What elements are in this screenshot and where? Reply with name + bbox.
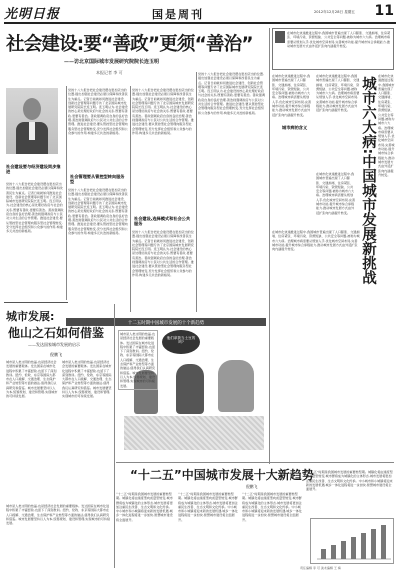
top-story-body-col3: 党的十八大报告把社会建设摆在更加突出的位置,提出加强社会建设必须以保障和改善民生为重点。记者日前就如何推进社会建设、创新社会管理等问题专访了北京国际城市发展研究院院长连玉明。连玉明认为,社会建设的核心是处理好政府与社会的关系,既要有善政,更要有善治。善政强调政府自身的良好治理,善治则强调政府与公民对公共生活的合作管理。推进社会建设,要从管控型社会管理向服务型社会管理转变,充分发挥社会组织和公众参与的作用,构建多元共治的新格局。 [132,88,194,135]
cartoon-caption: 他们拿我当土豆的吗? [166,336,196,345]
subhead-3: 社会建设,选择模式和社会公共服务 [134,216,191,227]
right-story-col1: 在城市化快速推进过程中,我国城市普遍出现了人口膨胀、交通拥堵、住房紧张、环境污染、资源短缺、公共安全等问题,被称为城市六大病。治理城市病需要从规划入手,优化城市空间布局,完善城市功能,提升城市综合承载能力,推动城市发展方式由外延扩张向内涵提升转变。 [272,74,312,117]
divider-v3 [196,72,197,312]
top-story-body-col1: 党的十八大报告把社会建设摆在更加突出的位置,提出加强社会建设必须以保障和改善民生为重点。记者日前就如何推进社会建设、创新社会管理等问题专访了北京国际城市发展研究院院长连玉明。连玉明认为,社会建设的核心是处理好政府与社会的关系,既要有善政,更要有善治。善政强调政府自身的良好治理,善治则强调政府与公民对公共生活的合作管理。推进社会建设,要从管控型社会管理向服务型社会管理转变,充分发挥社会组织和公众参与的作用,构建多元共治的新格局。 [6,182,64,234]
masthead [4,2,396,24]
divider-v4 [269,28,270,464]
cartoon-side-text: 城市是人类文明的结晶,也是经济社会发展的重要载体。发达国家在城市化进程中积累了丰富经验,也留下了深刻教训。纽约、伦敦、东京等国际大都市在人口疏解、交通治理、生态保护和产业转型等方面的做法,值得我们认真研究和借鉴。城市发展要坚持以人为本,统筹规划、建设和管理,实现城市的可持续发展。 [118,330,158,390]
bottom-story-body-col4: “十二五”时期是我国城市发展的重要转型期。城镇化将由速度型向质量型转变,城市群将成为城镇化的主体形态,城市发展将更加注重民生改善、生态文明和文化传承。中小城市和小城镇将迎来新的发展机遇,城乡一体化进程将进一步加快,智慧城市建设将全面展开。 [306,470,393,492]
masthead-rule [4,22,396,24]
newspaper-logo: 光明日报 [4,7,61,22]
bar-graphic-icon [311,519,395,565]
banner-text: 十二五时期中国城市发展的十个新趋势 [127,320,205,326]
top-story-body-col4: 党的十八大报告把社会建设摆在更加突出的位置,提出加强社会建设必须以保障和改善民生为重点。记者日前就如何推进社会建设、创新社会管理等问题专访了北京国际城市发展研究院院长连玉明。连玉明认为,社会建设的核心是处理好政府与社会的关系,既要有善政,更要有善治。善政强调政府自身的良好治理,善治则强调政府与公民对公共生活的合作管理。推进社会建设,要从管控型社会管理向服务型社会管理转变,充分发挥社会组织和公众参与的作用,构建多元共治的新格局。 [198,72,265,115]
right-story-col2: 在城市化快速推进过程中,我国城市普遍出现了人口膨胀、交通拥堵、住房紧张、环境污染、资源短缺、公共安全等问题,被称为城市六大病。治理城市病需要从规划入手,优化城市空间布局,完善城市功能,提升城市综合承载能力,推动城市发展方式由外延扩张向内涵提升转变。 [316,74,360,113]
right-box-badge [275,31,285,43]
left-story-subtitle: ——发达国家城市发展的启示 [28,342,80,347]
date-line: 2012年12月28日 星期五 [314,10,355,14]
divider-v1 [66,86,67,300]
left-story-rule [4,302,68,303]
right-box-text: 在城市化快速推进过程中,我国城市普遍出现了人口膨胀、交通拥堵、住房紧张、环境污染、资源短缺、公共安全等问题,被称为城市六大病。治理城市病需要从规划入手,优化城市空间布局,完善城市功能,提升城市综合承载能力,推动城市发展方式由外延扩张向内涵提升转变。 [287,31,391,48]
bottom-story-body-col1: “十二五”时期是我国城市发展的重要转型期。城镇化将由速度型向质量型转变,城市群将成为城镇化的主体形态,城市发展将更加注重民生改善、生态文明和文化传承。中小城市和小城镇将迎来新的发展机遇,城乡一体化进程将进一步加快,智慧城市建设将全面展开。 [116,492,173,522]
right-box [272,28,394,70]
left-story-body-col3: 城市是人类文明的结晶,也是经济社会发展的重要载体。发达国家在城市化进程中积累了丰富经验,也留下了深刻教训。纽约、伦敦、东京等国际大都市在人口疏解、交通治理、生态保护和产业转型等方面的做法,值得我们认真研究和借鉴。城市发展要坚持以人为本,统筹规划、建设和管理,实现城市的可持续发展。 [6,504,111,526]
left-story-title2: 他山之石如何借鉴 [8,326,105,340]
bottom-story-author: 倪鹏飞 [246,484,258,489]
footer-credit: 责任编辑 李 可 美术编辑 王 梅 [300,566,341,570]
bottom-story-body-col3: “十二五”时期是我国城市发展的重要转型期。城镇化将由速度型向质量型转变,城市群将成为城镇化的主体形态,城市发展将更加注重民生改善、生态文明和文化传承。中小城市和小城镇将迎来新的发展机遇,城乡一体化进程将进一步加快,智慧城市建设将全面展开。 [242,492,302,522]
right-story-col3: 在城市化快速推进过程中,我国城市普遍出现了人口膨胀、交通拥堵、住房紧张、环境污染、资源短缺、公共安全等问题,被称为城市六大病。治理城市病需要从规划入手,优化城市空间布局,完善城市功能,提升城市综合承载能力,推动城市发展方式由外延扩张向内涵提升转变。 [378,74,395,177]
cartoon-figure-center [176,364,204,414]
cartoon-figure-right [218,360,254,412]
left-story-body-col1: 城市是人类文明的结晶,也是经济社会发展的重要载体。发达国家在城市化进程中积累了丰富经验,也留下了深刻教训。纽约、伦敦、东京等国际大都市在人口疏解、交通治理、生态保护和产业转型等方面的做法,值得我们认真研究和借鉴。城市发展要坚持以人为本,统筹规划、建设和管理,实现城市的可持续发展。 [6,360,58,399]
top-story-body-col3b: 党的十八大报告把社会建设摆在更加突出的位置,提出加强社会建设必须以保障和改善民生为重点。记者日前就如何推进社会建设、创新社会管理等问题专访了北京国际城市发展研究院院长连玉明。连玉明认为,社会建设的核心是处理好政府与社会的关系,既要有善政,更要有善治。善政强调政府自身的良好治理,善治则强调政府与公民对公共生活的合作管理。推进社会建设,要从管控型社会管理向服务型社会管理转变,充分发挥社会组织和公众参与的作用,构建多元共治的新格局。 [132,230,194,277]
right-story-vertical-title: 城市六大病:中国城市发展新挑战 [360,76,376,285]
bottom-story-body-col2: “十二五”时期是我国城市发展的重要转型期。城镇化将由速度型向质量型转变,城市群将成为城镇化的主体形态,城市发展将更加注重民生改善、生态文明和文化传承。中小城市和小城镇将迎来新的发展机遇,城乡一体化进程将进一步加快,智慧城市建设将全面展开。 [178,492,238,522]
top-story-subtitle: ——访北京国际城市发展研究院院长连玉明 [64,59,160,65]
top-story-body-col2b: 党的十八大报告把社会建设摆在更加突出的位置,提出加强社会建设必须以保障和改善民生为重点。记者日前就如何推进社会建设、创新社会管理等问题专访了北京国际城市发展研究院院长连玉明。连玉明认为,社会建设的核心是处理好政府与社会的关系,既要有善政,更要有善治。善政强调政府自身的良好治理,善治则强调政府与公民对公共生活的合作管理。推进社会建设,要从管控型社会管理向服务型社会管理转变,充分发挥社会组织和公众参与的作用,构建多元共治的新格局。 [68,188,128,235]
right-story-col5: 在城市化快速推进过程中,我国城市普遍出现了人口膨胀、交通拥堵、住房紧张、环境污染、资源短缺、公共安全等问题,被称为城市六大病。治理城市病需要从规划入手,优化城市空间布局,完善城市功能,提升城市综合承载能力,推动城市发展方式由外延扩张向内涵提升转变。 [316,172,356,215]
divider-h1 [116,462,394,463]
top-story-title: 社会建设:要“善政”更须“善治” [6,34,253,55]
divider-v5 [114,304,115,568]
bottom-chart-graphic [310,518,394,564]
right-story-col4: 在城市化快速推进过程中,我国城市普遍出现了人口膨胀、交通拥堵、住房紧张、环境污染、资源短缺、公共安全等问题,被称为城市六大病。治理城市病需要从规划入手,优化城市空间布局,完善城市功能,提升城市综合承载能力,推动城市发展方式由外延扩张向内涵提升转变。 [272,230,360,252]
page-number: 11 [374,3,394,19]
left-story-title: 城市发展: [6,310,55,323]
portrait-photo [6,88,58,154]
right-story-box-title: 城市病的含义 [282,125,308,130]
bottom-story-title: “十二五”中国城市发展十大新趋势 [130,468,314,482]
top-story-body-col2: 党的十八大报告把社会建设摆在更加突出的位置,提出加强社会建设必须以保障和改善民生为重点。记者日前就如何推进社会建设、创新社会管理等问题专访了北京国际城市发展研究院院长连玉明。连玉明认为,社会建设的核心是处理好政府与社会的关系,既要有善政,更要有善治。善政强调政府自身的良好治理,善治则强调政府与公民对公共生活的合作管理。推进社会建设,要从管控型社会管理向服务型社会管理转变,充分发挥社会组织和公众参与的作用,构建多元共治的新格局。 [68,88,128,135]
subhead-1: 社会建设要与经济建设同步推进 [6,164,61,175]
top-story-byline: 本报记者 李 可 [96,70,123,75]
left-story-author: 倪鹏飞 [50,352,62,357]
cartoon-ground [124,416,264,450]
divider-v2 [130,86,131,312]
left-story-body-col2: 城市是人类文明的结晶,也是经济社会发展的重要载体。发达国家在城市化进程中积累了丰富经验,也留下了深刻教训。纽约、伦敦、东京等国际大都市在人口疏解、交通治理、生态保护和产业转型等方面的做法,值得我们认真研究和借鉴。城市发展要坚持以人为本,统筹规划、建设和管理,实现城市的可持续发展。 [62,360,112,399]
subhead-2: 社会管理要从管控型转向服务型 [70,174,125,185]
section-label: 国是周刊 [152,8,204,21]
